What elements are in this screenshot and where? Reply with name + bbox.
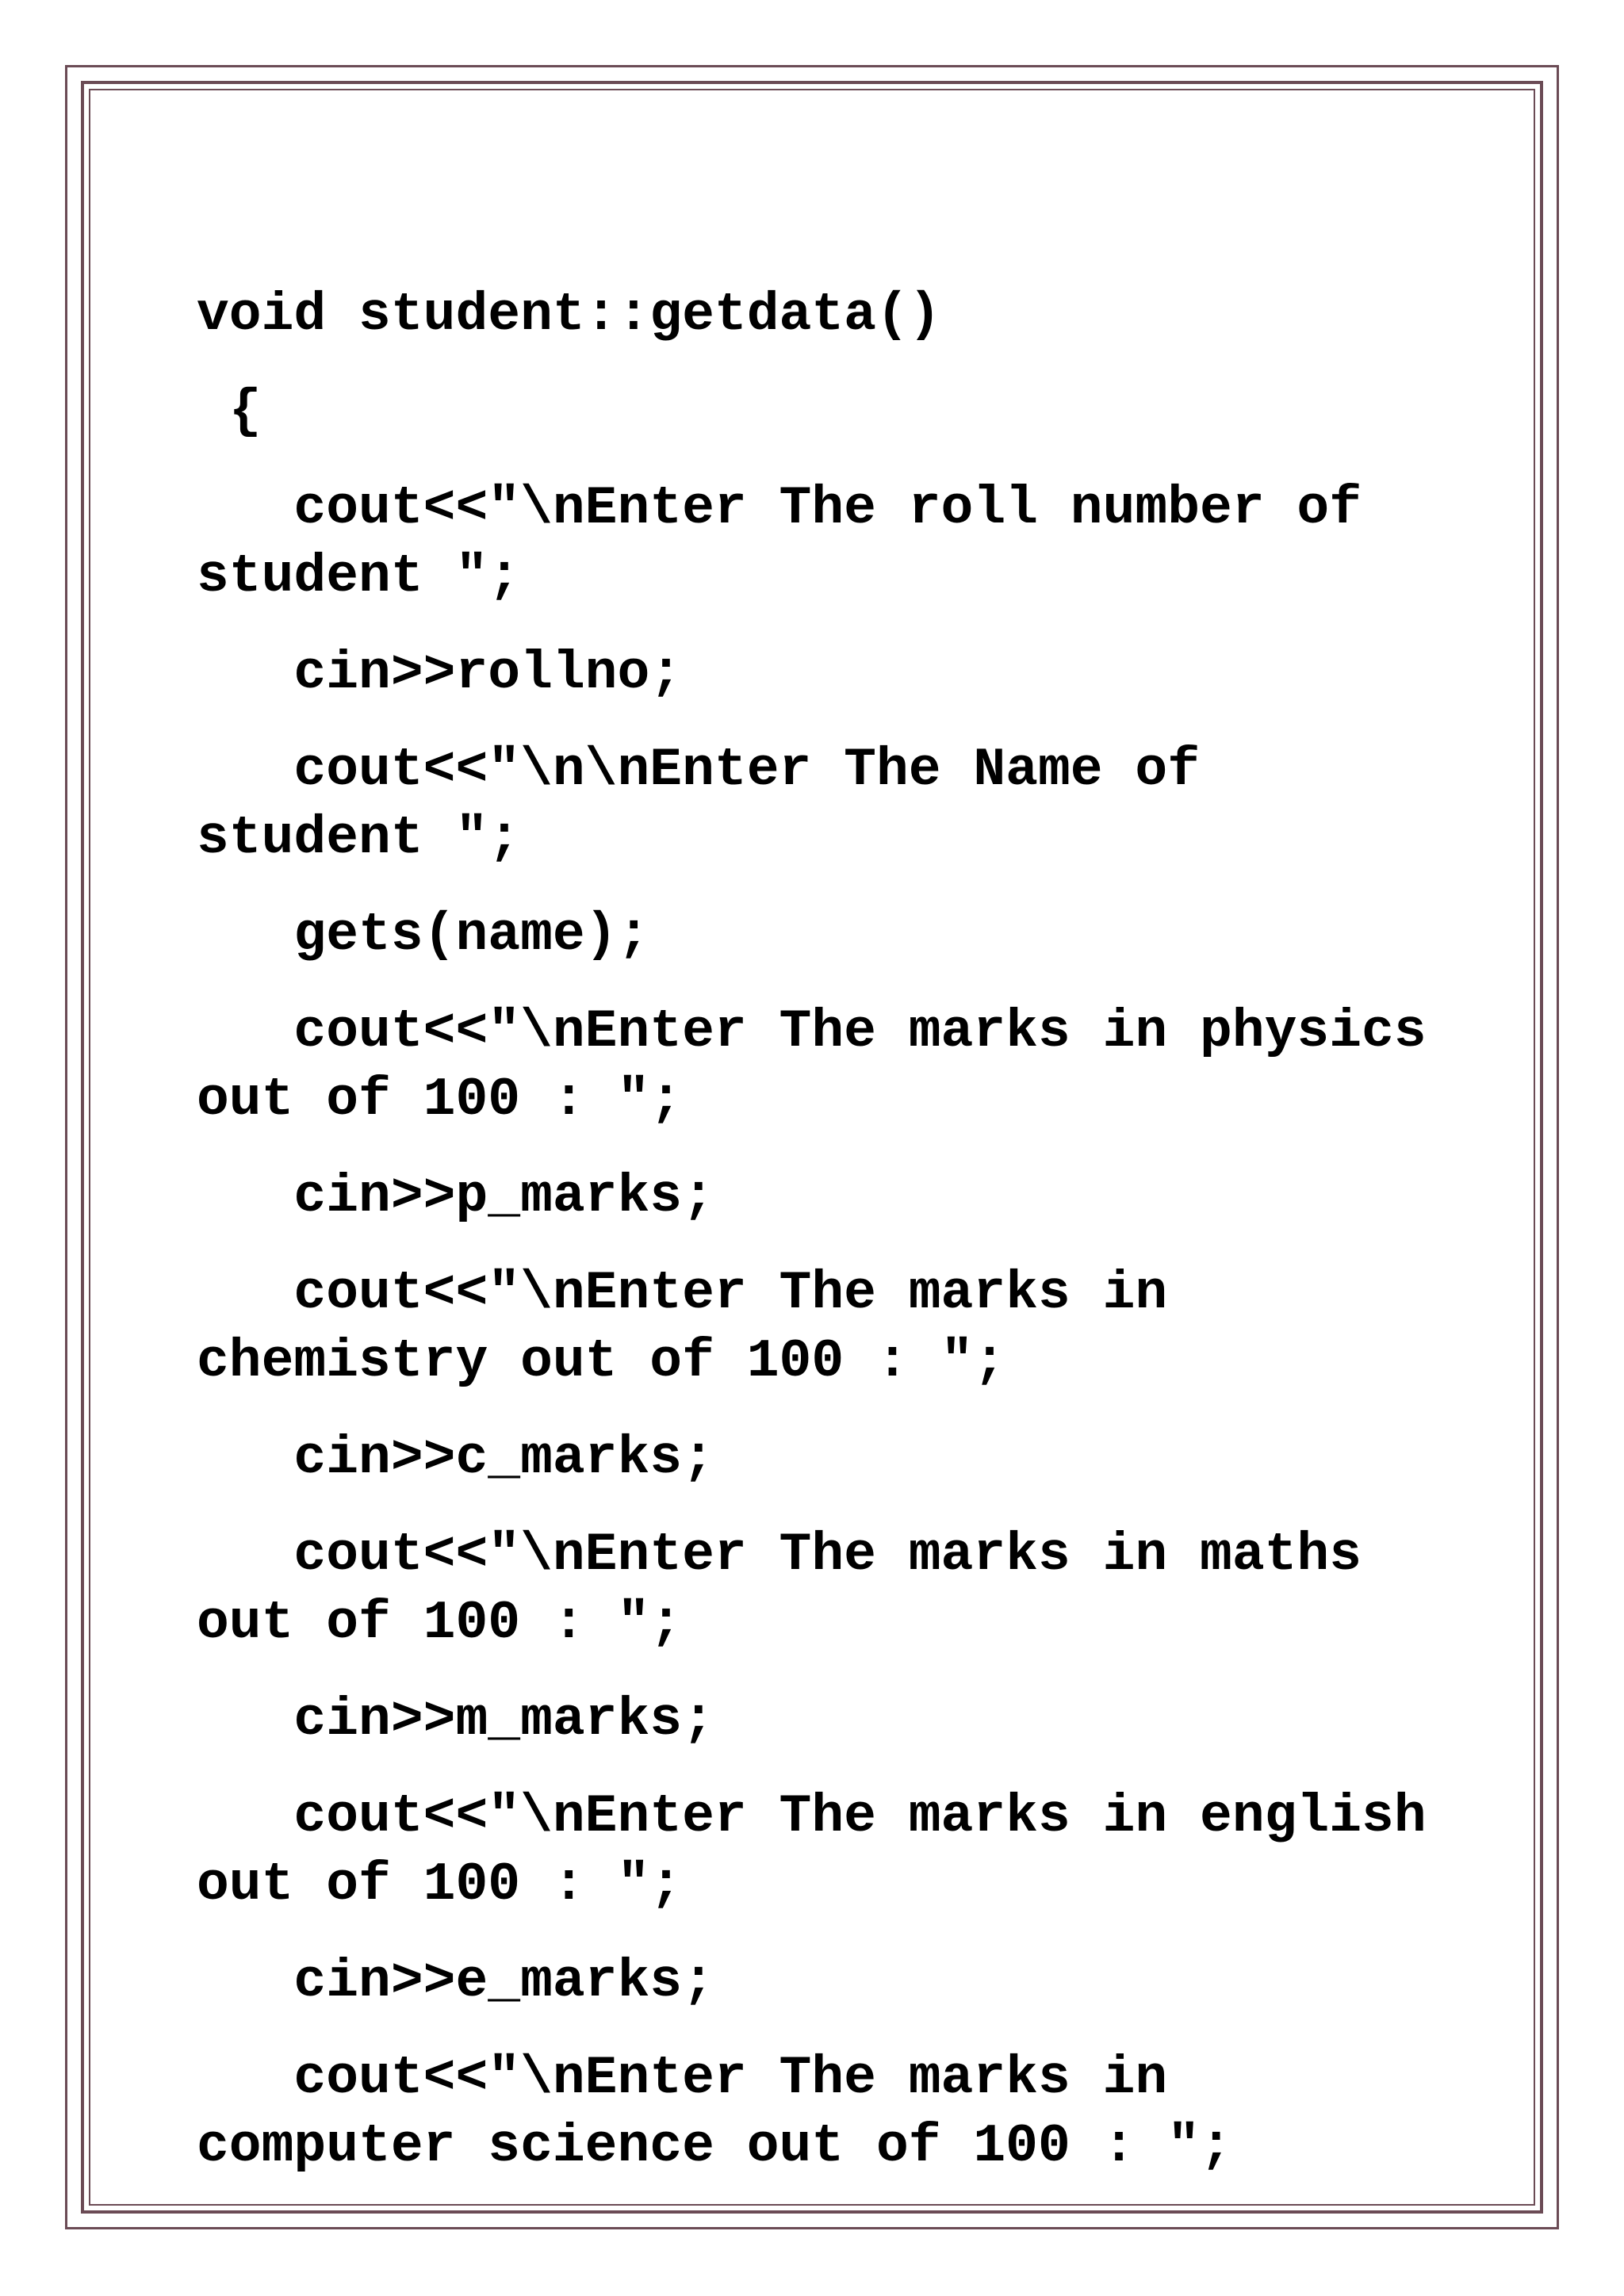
code-line-prompt-computer-science: cout<<"\nEnter The marks in computer science out of 100 : "; (197, 2048, 1232, 2177)
code-line-prompt-maths: cout<<"\nEnter The marks in maths out of 100 : "; (197, 1525, 1394, 1654)
code-line-read-roll-number: cin>>rollno; (197, 643, 683, 704)
code-line-read-maths: cin>>m_marks; (197, 1689, 714, 1751)
code-line-open-brace: { (197, 381, 262, 442)
code-block (197, 281, 1459, 2210)
code-line-read-name: gets(name); (197, 905, 650, 966)
code-line-prompt-chemistry: cout<<"\nEnter The marks in chemistry out of 100 : "; (197, 1263, 1201, 1392)
code-line-function-signature: void student::getdata() (197, 285, 941, 346)
code-line-prompt-name: cout<<"\n\nEnter The Name of student "; (197, 740, 1232, 869)
code-line-prompt-physics: cout<<"\nEnter The marks in physics out of 100 : "; (197, 1001, 1459, 1131)
code-line-prompt-english: cout<<"\nEnter The marks in english out of 100 : "; (197, 1786, 1459, 1915)
code-line-read-english: cin>>e_marks; (197, 1951, 714, 2012)
code-line-read-chemistry: cin>>c_marks; (197, 1428, 714, 1489)
code-line-prompt-roll-number: cout<<"\nEnter The roll number of student "; (197, 478, 1394, 607)
code-line-read-physics: cin>>p_marks; (197, 1166, 714, 1227)
